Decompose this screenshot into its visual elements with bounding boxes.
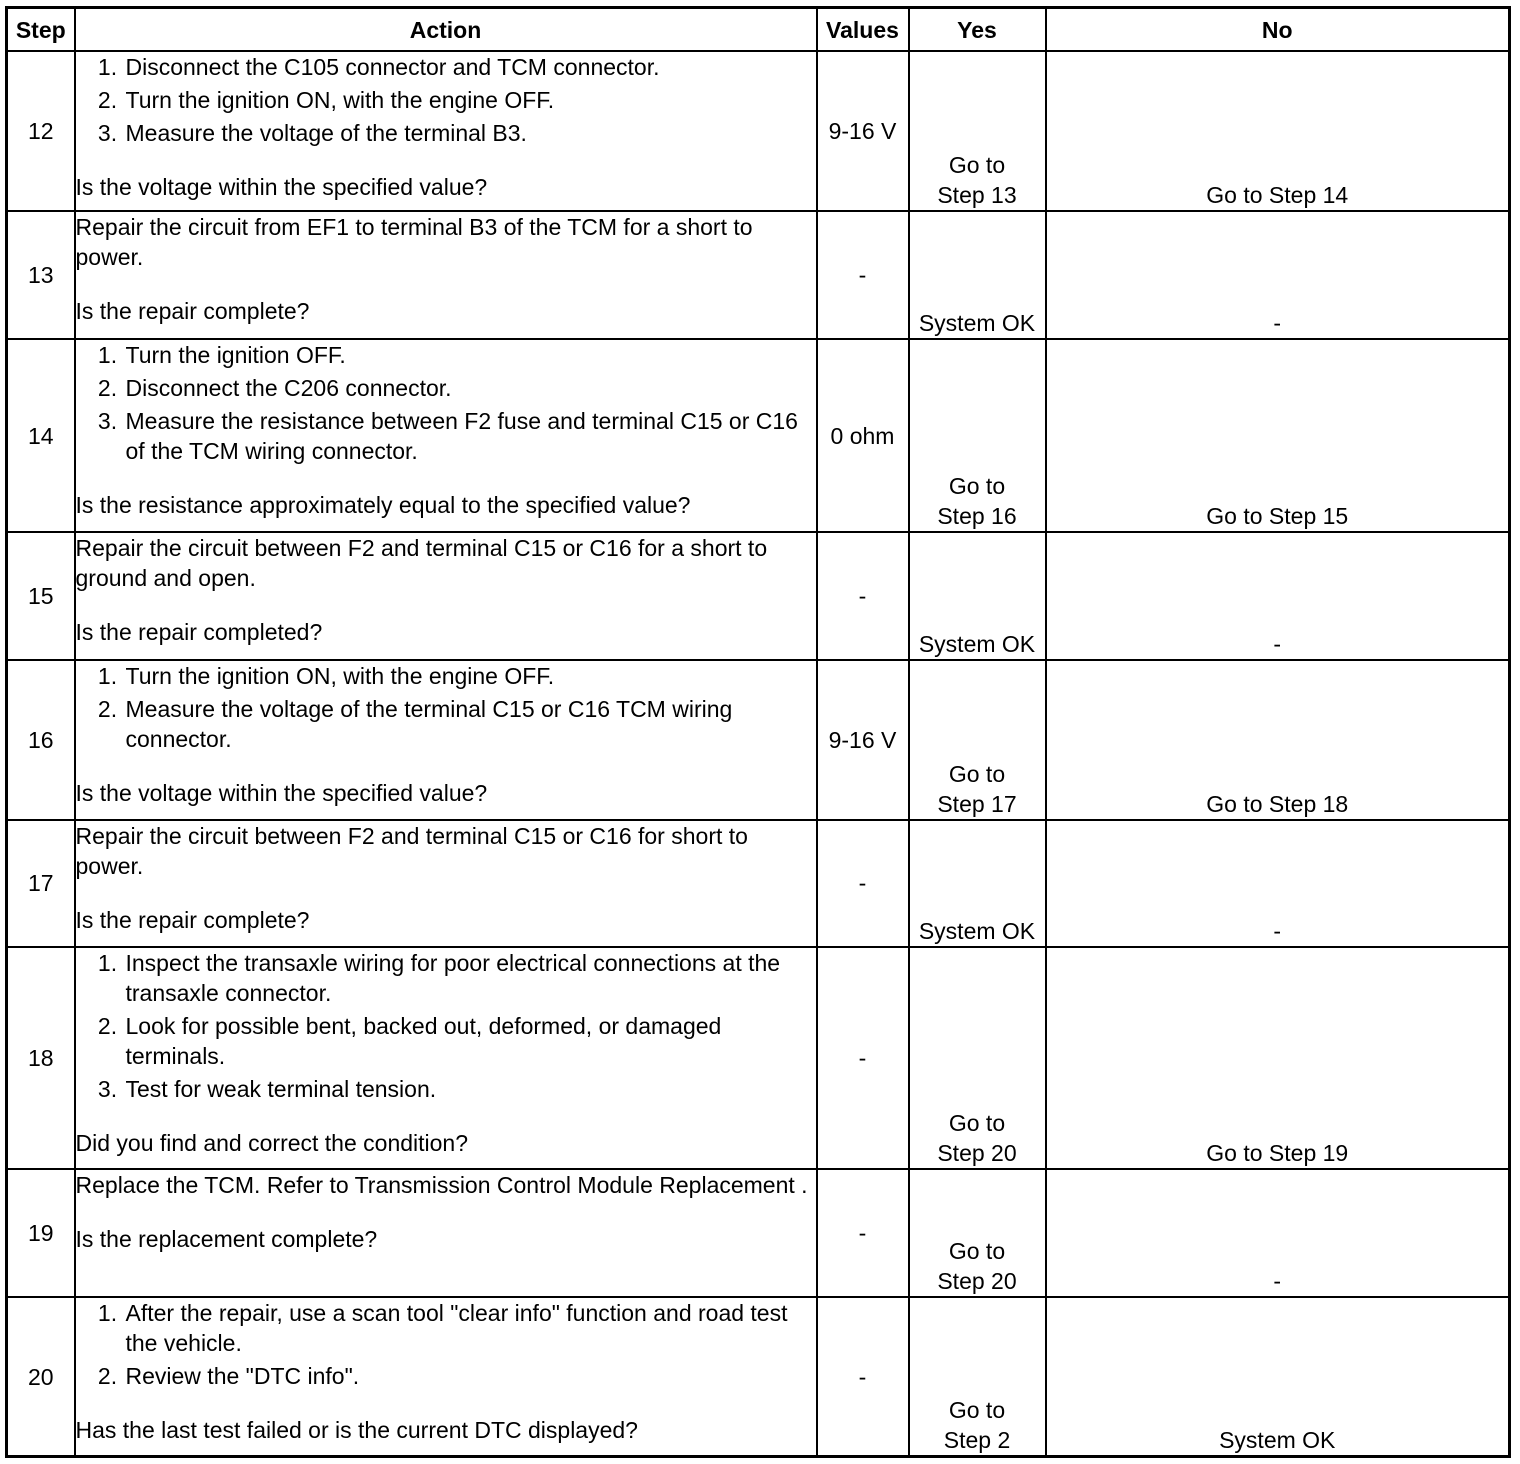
action-steps-list (76, 948, 816, 1104)
table-row (7, 532, 1510, 659)
action-cell (75, 532, 817, 659)
table-row (7, 211, 1510, 339)
action-question: Is the voltage within the specified value? (75, 779, 488, 806)
action-step-item: 3. Test for weak terminal tension. (124, 1074, 816, 1104)
action-cell (75, 947, 817, 1169)
action-step-item: 1. Turn the ignition OFF. (124, 340, 816, 370)
action-question: Did you find and correct the condition? (75, 1129, 469, 1156)
action-step-item: 2. Measure the voltage of the terminal C15 or C16 TCM wiring connector. (124, 694, 816, 754)
no-cell: Go to Step 19 (1046, 947, 1510, 1169)
header-values: Values (817, 8, 909, 52)
values-cell: - (817, 211, 909, 339)
table-row (7, 947, 1510, 1169)
values-cell: 0 ohm (817, 339, 909, 532)
action-steps-list (76, 1298, 816, 1391)
no-cell: Go to Step 14 (1046, 51, 1510, 211)
header-yes: Yes (909, 8, 1046, 52)
action-step-item: 1. Turn the ignition ON, with the engine OFF. (124, 661, 816, 691)
action-cell (75, 1297, 817, 1456)
action-cell (75, 51, 817, 211)
header-action: Action (75, 8, 817, 52)
action-question: Is the repair complete? (75, 906, 310, 933)
header-row (7, 8, 1510, 52)
table-row (7, 51, 1510, 211)
action-step-item: 2. Turn the ignition ON, with the engine OFF. (124, 85, 816, 115)
no-cell: System OK (1046, 1297, 1510, 1456)
yes-result: Go to Step 20 (937, 1238, 1017, 1295)
no-cell: - (1046, 820, 1510, 947)
action-steps-list (76, 52, 816, 148)
action-steps-list (76, 340, 816, 466)
no-cell: Go to Step 18 (1046, 660, 1510, 820)
table-row (7, 1169, 1510, 1297)
yes-result: System OK (918, 917, 1036, 944)
yes-cell (909, 211, 1046, 339)
action-cell (75, 820, 817, 947)
step-number: 15 (7, 532, 75, 659)
values-cell: - (817, 532, 909, 659)
action-step-item: 3. Measure the resistance between F2 fuse and terminal C15 or C16 of the TCM wiring connector. (124, 406, 816, 466)
values-cell: 9-16 V (817, 660, 909, 820)
table-row (7, 660, 1510, 820)
action-question: Is the voltage within the specified value? (75, 174, 488, 200)
yes-cell (909, 1169, 1046, 1297)
action-cell (75, 1169, 817, 1297)
step-number: 12 (7, 51, 75, 211)
action-step-item: 2. Look for possible bent, backed out, deformed, or damaged terminals. (124, 1011, 816, 1071)
header-no: No (1046, 8, 1510, 52)
table-row (7, 1297, 1510, 1456)
step-number: 18 (7, 947, 75, 1169)
action-step-item: 2. Disconnect the C206 connector. (124, 373, 816, 403)
yes-result: Go to Step 17 (937, 760, 1017, 817)
no-cell: - (1046, 532, 1510, 659)
no-cell: Go to Step 15 (1046, 339, 1510, 532)
action-instruction: Repair the circuit between F2 and terminal C15 or C16 for a short to ground and open. (75, 535, 768, 592)
yes-result: Go to Step 2 (943, 1397, 1011, 1453)
action-instruction: Repair the circuit from EF1 to terminal B3 of the TCM for a short to power. (75, 214, 753, 271)
action-step-item: 1. After the repair, use a scan tool "clear info" function and road test the vehicle. (124, 1298, 816, 1358)
values-cell: - (817, 1169, 909, 1297)
table-row (7, 820, 1510, 947)
action-step-item: 1. Inspect the transaxle wiring for poor electrical connections at the transaxle connector. (124, 948, 816, 1008)
table-row (7, 339, 1510, 532)
action-step-item: 3. Measure the voltage of the terminal B3. (124, 118, 816, 148)
yes-result: Go to Step 13 (937, 152, 1017, 209)
yes-cell (909, 51, 1046, 211)
values-cell: 9-16 V (817, 51, 909, 211)
step-number: 20 (7, 1297, 75, 1456)
step-number: 17 (7, 820, 75, 947)
action-steps-list (76, 661, 816, 754)
action-step-item: 2. Review the "DTC info". (124, 1361, 816, 1391)
action-question: Is the resistance approximately equal to the specified value? (75, 492, 691, 519)
action-question: Is the repair completed? (75, 619, 323, 646)
step-number: 19 (7, 1169, 75, 1297)
action-instruction: Replace the TCM. Refer to Transmission Control Module Replacement . (75, 1172, 808, 1199)
values-cell: - (817, 1297, 909, 1456)
yes-cell (909, 947, 1046, 1169)
action-question: Has the last test failed or is the current DTC displayed? (75, 1417, 638, 1444)
yes-result: Go to Step 16 (937, 473, 1017, 530)
diagnostic-table (5, 6, 1511, 1458)
yes-result: Go to Step 20 (937, 1110, 1017, 1167)
action-cell (75, 339, 817, 532)
yes-cell (909, 532, 1046, 659)
action-step-item: 1. Disconnect the C105 connector and TCM connector. (124, 52, 816, 82)
action-instruction: Repair the circuit between F2 and terminal C15 or C16 for short to power. (75, 822, 748, 879)
action-cell (75, 211, 817, 339)
values-cell: - (817, 947, 909, 1169)
step-number: 14 (7, 339, 75, 532)
yes-cell (909, 1297, 1046, 1456)
header-step: Step (7, 8, 75, 52)
yes-cell (909, 660, 1046, 820)
step-number: 13 (7, 211, 75, 339)
action-cell (75, 660, 817, 820)
no-cell: - (1046, 211, 1510, 339)
step-number: 16 (7, 660, 75, 820)
yes-result: System OK (918, 630, 1036, 657)
values-cell: - (817, 820, 909, 947)
yes-cell (909, 820, 1046, 947)
yes-cell (909, 339, 1046, 532)
action-question: Is the replacement complete? (75, 1226, 378, 1253)
yes-result: System OK (918, 310, 1036, 337)
no-cell: - (1046, 1169, 1510, 1297)
action-question: Is the repair complete? (75, 298, 310, 325)
